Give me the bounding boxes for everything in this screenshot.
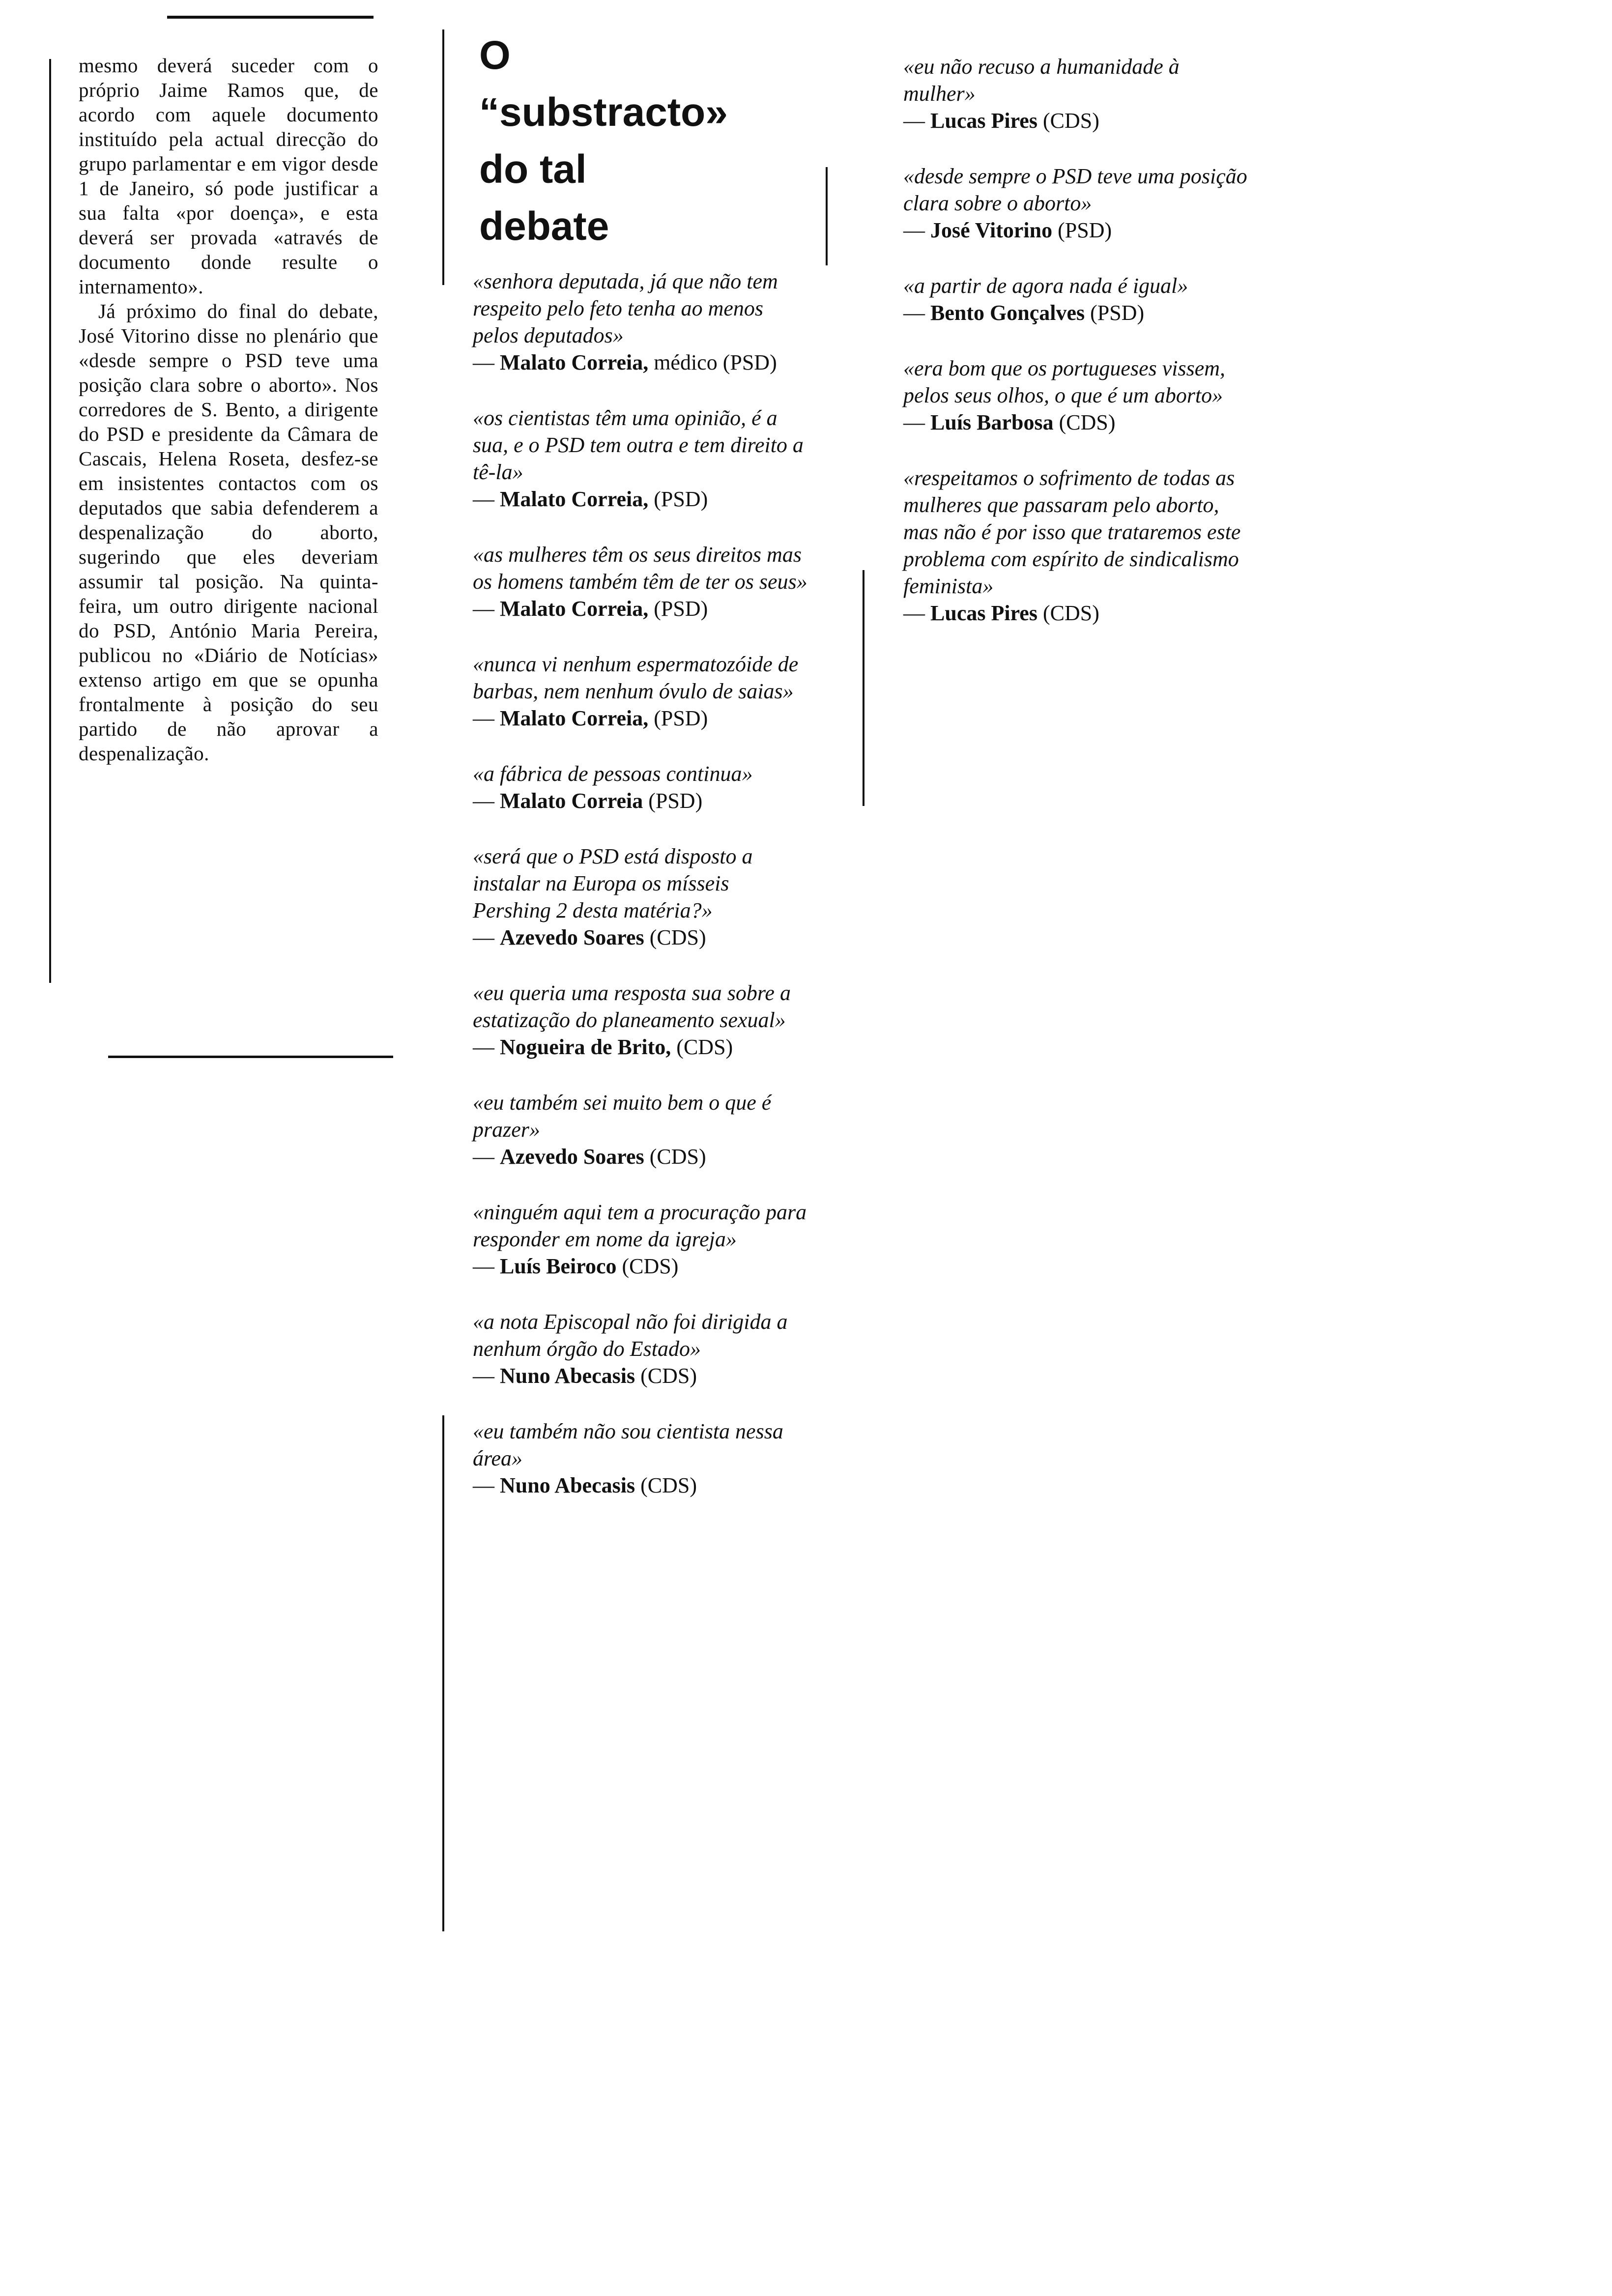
speaker-name: Malato Correia (500, 789, 643, 813)
quote-text: «respeitamos o sofrimento de todas as mulheres que passaram pelo aborto, mas não é por isso que trataremos este problema com espírito de sindicalismo feminista» (903, 466, 1241, 598)
middle-column-divider (442, 29, 444, 285)
speaker-name: Nuno Abecasis (500, 1473, 635, 1497)
quote-text: «os cientistas têm uma opinião, é a sua, e o PSD tem outra e tem direito a tê-la» (473, 406, 804, 484)
attribution-dash: — (903, 301, 930, 325)
quote-text: «eu também sei muito bem o que é prazer» (473, 1091, 772, 1142)
attribution-dash: — (473, 597, 500, 621)
speaker-name: Malato Correia, (500, 706, 649, 730)
attribution-dash: — (903, 109, 930, 133)
quote-attribution (903, 217, 1247, 244)
quote-list-middle (473, 268, 812, 1527)
quote-attribution (473, 486, 812, 513)
quote-text: «a fábrica de pessoas continua» (473, 762, 753, 786)
attribution-dash: — (903, 218, 930, 242)
speaker-name: Lucas Pires (930, 601, 1037, 625)
quote-item (473, 1199, 812, 1280)
attribution-dash: — (473, 1254, 500, 1278)
quote-text: «a partir de agora nada é igual» (903, 274, 1188, 298)
middle-column-divider-lower (442, 1415, 444, 1931)
left-column-border (49, 59, 51, 983)
quote-attribution (903, 107, 1247, 134)
speaker-name: Bento Gonçalves (930, 301, 1085, 325)
quote-item (473, 979, 812, 1061)
speaker-affiliation: (PSD) (643, 789, 703, 813)
quote-attribution (473, 595, 812, 622)
speaker-affiliation: (CDS) (644, 1145, 706, 1169)
speaker-name: Luís Beiroco (500, 1254, 617, 1278)
headline (479, 27, 823, 255)
quote-item (473, 268, 812, 376)
speaker-name: Nogueira de Brito, (500, 1035, 671, 1059)
quote-attribution (473, 1253, 812, 1280)
attribution-dash: — (473, 1473, 500, 1497)
quote-item (903, 163, 1247, 244)
quote-text: «a nota Episcopal não foi dirigida a nenhum órgão do Estado» (473, 1310, 788, 1361)
attribution-dash: — (473, 350, 500, 374)
quote-item (473, 843, 812, 951)
quote-item (903, 272, 1247, 326)
headline-line: O (479, 33, 511, 78)
speaker-affiliation: (PSD) (648, 487, 708, 511)
quote-list-right (903, 53, 1247, 655)
quote-attribution (473, 349, 812, 376)
article-paragraph: Já próximo do final do debate, José Vitorino disse no plenário que «desde sempre o PSD teve uma posição clara sobre o aborto». Nos corredores de S. Bento, a dirigente do PSD e presidente da Câmara de Cascais, Helena Roseta, desfez-se em insistentes contactos com os deputados que sabia defenderem a despenalização do aborto, sugerindo que eles deveriam assumir tal posição. Na quinta-feira, um outro dirigente nacional do PSD, António Maria Pereira, publicou no «Diário de Notícias» extenso artigo em que se opunha frontalmente à posição do seu partido de não aprovar a despenalização. (79, 300, 378, 765)
speaker-affiliation: (PSD) (1085, 301, 1145, 325)
headline-line: do tal (479, 147, 587, 192)
quote-item (473, 651, 812, 732)
speaker-name: Nuno Abecasis (500, 1364, 635, 1388)
speaker-name: Malato Correia, (500, 487, 649, 511)
quote-item (473, 1308, 812, 1389)
quote-attribution (473, 1362, 812, 1389)
attribution-dash: — (903, 601, 930, 625)
quote-text: «ninguém aqui tem a procuração para responder em nome da igreja» (473, 1200, 807, 1251)
quote-attribution (473, 787, 812, 814)
quote-text: «será que o PSD está disposto a instalar na Europa os mísseis Pershing 2 desta matéria?» (473, 844, 753, 922)
speaker-affiliation: (PSD) (1052, 218, 1112, 242)
quote-item (473, 760, 812, 814)
speaker-name: Malato Correia, (500, 350, 649, 374)
quote-text: «eu também não sou cientista nessa área» (473, 1419, 783, 1470)
speaker-name: Luís Barbosa (930, 410, 1054, 434)
speaker-affiliation: (CDS) (635, 1473, 697, 1497)
quote-text: «senhora deputada, já que não tem respeito pelo feto tenha ao menos pelos deputados» (473, 269, 778, 347)
attribution-dash: — (473, 925, 500, 949)
speaker-affiliation: (CDS) (671, 1035, 733, 1059)
speaker-affiliation: (CDS) (644, 925, 706, 949)
attribution-dash: — (903, 410, 930, 434)
speaker-affiliation: (CDS) (1037, 109, 1099, 133)
headline-side-rule (826, 167, 828, 265)
quote-attribution (473, 1472, 812, 1499)
attribution-dash: — (473, 1035, 500, 1059)
quote-text: «eu queria uma resposta sua sobre a estatização do planeamento sexual» (473, 981, 791, 1032)
speaker-affiliation: médico (PSD) (648, 350, 777, 374)
quote-attribution (903, 299, 1247, 326)
speaker-affiliation: (CDS) (1037, 601, 1099, 625)
quote-item (903, 464, 1247, 627)
article-body (79, 53, 378, 766)
quote-item (903, 355, 1247, 436)
attribution-dash: — (473, 789, 500, 813)
speaker-affiliation: (PSD) (648, 706, 708, 730)
quote-attribution (903, 409, 1247, 436)
speaker-affiliation: (CDS) (616, 1254, 679, 1278)
quote-item (903, 53, 1247, 134)
top-rule-left (167, 16, 374, 19)
quote-attribution (473, 705, 812, 732)
bottom-rule-left (108, 1056, 393, 1058)
quote-text: «nunca vi nenhum espermatozóide de barbas, nem nenhum óvulo de saias» (473, 652, 799, 703)
attribution-dash: — (473, 1364, 500, 1388)
quote-item (473, 404, 812, 513)
speaker-name: José Vitorino (930, 218, 1053, 242)
speaker-affiliation: (PSD) (648, 597, 708, 621)
speaker-affiliation: (CDS) (635, 1364, 697, 1388)
quote-text: «era bom que os portugueses vissem, pelos seus olhos, o que é um aborto» (903, 356, 1226, 407)
speaker-name: Lucas Pires (930, 109, 1037, 133)
quote-attribution (473, 924, 812, 951)
attribution-dash: — (473, 1145, 500, 1169)
attribution-dash: — (473, 706, 500, 730)
article-paragraph: mesmo deverá suceder com o próprio Jaime Ramos que, de acordo com aquele documento instituído pela actual direcção do grupo parlamentar e em vigor desde 1 de Janeiro, só pode justificar a sua falta «por doença», e esta deverá ser provada «através de documento donde resulte o internamento». (79, 54, 378, 298)
quote-text: «desde sempre o PSD teve uma posição clara sobre o aborto» (903, 164, 1247, 215)
headline-line: “substracto» (479, 90, 728, 135)
attribution-dash: — (473, 487, 500, 511)
speaker-affiliation: (CDS) (1053, 410, 1116, 434)
right-column-border (863, 570, 864, 806)
headline-line: debate (479, 204, 609, 249)
quote-attribution (473, 1143, 812, 1170)
speaker-name: Malato Correia, (500, 597, 649, 621)
speaker-name: Azevedo Soares (500, 1145, 644, 1169)
quote-item (473, 1089, 812, 1170)
quote-item (473, 541, 812, 622)
quote-text: «as mulheres têm os seus direitos mas os homens também têm de ter os seus» (473, 543, 807, 594)
quote-attribution (903, 600, 1247, 627)
quote-item (473, 1418, 812, 1499)
speaker-name: Azevedo Soares (500, 925, 644, 949)
quote-text: «eu não recuso a humanidade à mulher» (903, 55, 1180, 106)
quote-attribution (473, 1033, 812, 1061)
